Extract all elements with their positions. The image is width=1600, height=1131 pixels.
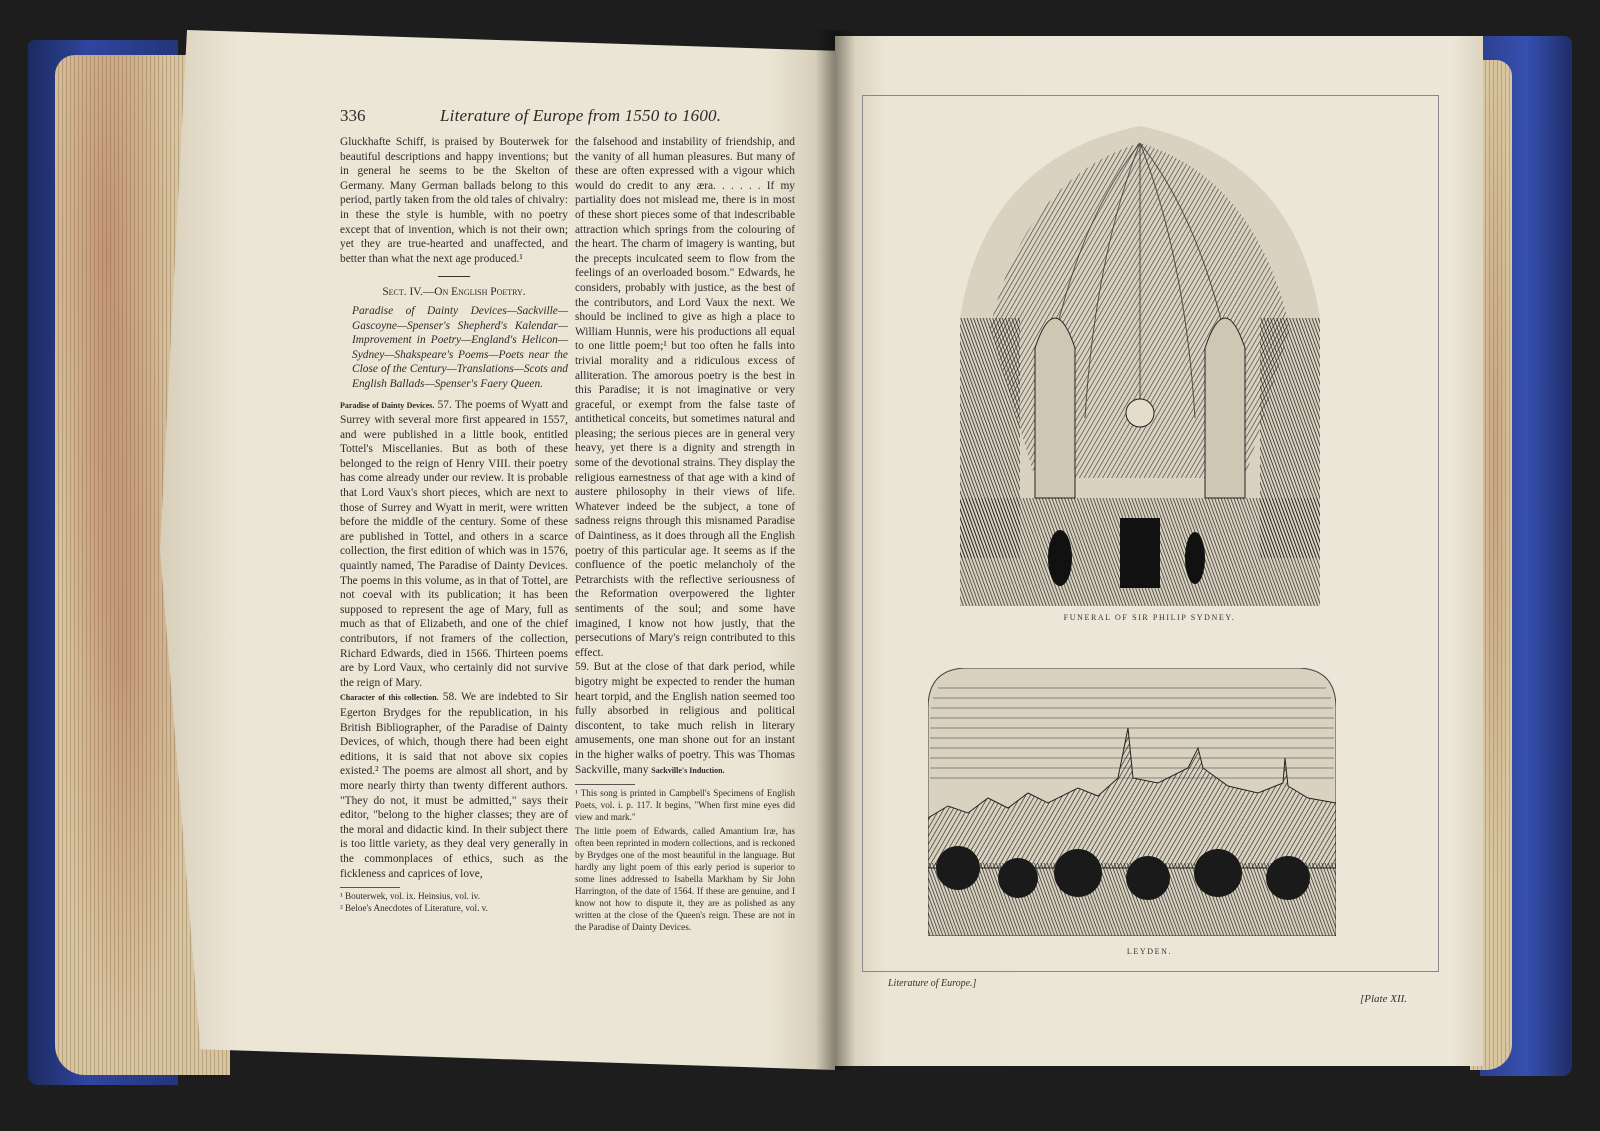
footnote-1: ¹ Bouterwek, vol. ix. Heinsius, vol. iv. bbox=[340, 891, 480, 902]
running-title: Literature of Europe from 1550 to 1600. bbox=[440, 106, 722, 125]
engraving-funeral-cathedral bbox=[945, 118, 1335, 606]
section-argument: Paradise of Dainty Devices—Sackville—Gascoyne—Spenser's Shepherd's Kalendar—Improvement in Poetry—England's Helicon—Sydney—Shakspeare's Poems—Poets near the Close of the Century—Translations—Scots and English Ballads—Spenser's Faery Queen. bbox=[352, 304, 568, 390]
sidenote-59: Sackville's Induction. bbox=[651, 765, 725, 775]
paragraph-59 bbox=[575, 660, 795, 778]
footnote-2: ² Beloe's Anecdotes of Literature, vol. v. bbox=[340, 903, 488, 914]
section-heading: Sect. IV.—On English Poetry. bbox=[382, 286, 526, 299]
engraving-leyden-townscape bbox=[928, 668, 1336, 936]
page-number: 336 bbox=[340, 106, 366, 125]
book-gutter bbox=[815, 30, 855, 1070]
paragraph-57-text: 57. The poems of Wyatt and Surrey with several more first appeared in 1557, and were published in a little book, entitled Tottel's Miscellanies. But as both of these belonged to the reign of Henry VIII. their poetry has come already under our review. It is probable that Lord Vaux's short pieces, which are next to those of Surrey and Wyatt in merit, were written before the middle of the century. Some of these are published in Tottel, and others in a scarce collection, the first edition of which was in 1576, quaintly named, The Paradise of Dainty Devices. The poems in this volume, as in that of Tottel, are not coeval with its publication; it has been supposed to represent the age of Mary, full as much as that of Elizabeth, and one of the chief contributors, if not framers of the collection, Richard Edwards, died in 1566. Thirteen poems are by Lord Vaux, who certainly did not survive the reign of Mary. bbox=[340, 398, 568, 689]
footnote-col2-b: The little poem of Edwards, called Amantium Iræ, has often been reprinted in modern collections, and is reckoned by Brydges one of the most beautiful in the language. But hardly any light poem of this early period is superior to some lines addressed to Isabella Markham by Sir John Harrington, of the date of 1564. If these are genuine, and I know not how to dispute it, they are as polished as any written at the close of the Queen's reign. These are not in the Paradise of Dainty Devices. bbox=[575, 826, 795, 933]
paragraph-57 bbox=[340, 398, 568, 691]
plate-footer-left: Literature of Europe.] bbox=[888, 978, 977, 989]
footnote-rule bbox=[340, 887, 400, 888]
sidenote-58: Character of this collection. bbox=[340, 693, 439, 703]
paragraph-59-text: 59. But at the close of that dark period, while bigotry might be expected to render the human heart torpid, and the English nation seemed too fully absorbed in religious and political discontent, to take much relish in literary amusements, one man shone out for an instant in the higher walks of poetry. This was Thomas Sackville, many bbox=[575, 661, 795, 776]
text-column-1 bbox=[340, 135, 568, 914]
plate-footer-right: [Plate XII. bbox=[1360, 993, 1408, 1005]
caption-leyden: LEYDEN. bbox=[1126, 947, 1173, 956]
paragraph-58 bbox=[340, 690, 568, 881]
text-column-2 bbox=[575, 135, 795, 933]
sidenote-57: Paradise of Dainty Devices. bbox=[340, 400, 435, 410]
paragraph-german-ballads: Gluckhafte Schiff, is praised by Bouterwek for beautiful descriptions and happy inventions; but in general he seems to be the Skelton of Germany. Many German ballads belong to this period, partly taken from the old tales of chivalry: in these the style is humble, with no poetry except that of invention, which is not their own; yet they are true-hearted and unaffected, and better than what the next age produced.¹ bbox=[340, 136, 568, 265]
paragraph-58-text: 58. We are indebted to Sir Egerton Brydges for the republication, in his British Bibliographer, of the Paradise of Dainty Devices, of which, though there had been eight editions, it is said that not above six copies existed.² The poems are almost all short, and by more nearly thirty than twenty different authors. "They do not, it must be admitted," says their editor, "belong to the higher classes; they are of the moral and didactic kind. In their subject there is too little variety, as they deal very generally in the commonplaces of ethics, such as the fickleness and caprices of love, bbox=[340, 691, 568, 880]
caption-funeral: FUNERAL OF SIR PHILIP SYDNEY. bbox=[1063, 613, 1236, 622]
paragraph-continuation: the falsehood and instability of friendship, and the vanity of all human pleasures. But many of these are often expressed with a vigour which would do credit to any æra. . . . . . If my partiality does not mislead me, there is in most of these short pieces some of that indescribable attraction which springs from the colouring of the heart. The charm of imagery is wanting, but the precepts inculcated seem to flow from the feelings of an overloaded bosom." Edwards, he considers, probably with justice, as the best of the contributors, and Lord Vaux the next. We should be inclined to give as high a place to William Hunnis, were his productions all equal to one little poem;¹ but too often he falls into trivial morality and a ridiculous excess of alliteration. The amorous poetry is the best in this Paradise; it is not imaginative or very graceful, or exempt from the false taste of antithetical conceits, but sometimes natural and pleasing; the serious pieces are in general very heavy, yet there is a dignity and strength in some of the devotional strains. They display the religious earnestness of that age with a kind of austere philosophy in their views of life. Whatever indeed be the subject, a tone of sadness reigns through this misnamed Paradise of Daintiness, as it does through all the English poetry of this particular age. It seems as if the confluence of the poetic melancholy of the Petrarchists with the reflective seriousness of the Reformation overpowered the lighter sentiments of the soul; and some have imagined, I know not how justly, that the persecutions of Mary's reign contributed to this effect. bbox=[575, 136, 795, 659]
footnote-rule-2 bbox=[575, 784, 635, 785]
section-rule bbox=[438, 276, 470, 277]
footnote-col2-a: ¹ This song is printed in Campbell's Specimens of English Poets, vol. i. p. 117. It begins, "When first mine eyes did view and mark." bbox=[575, 788, 795, 823]
